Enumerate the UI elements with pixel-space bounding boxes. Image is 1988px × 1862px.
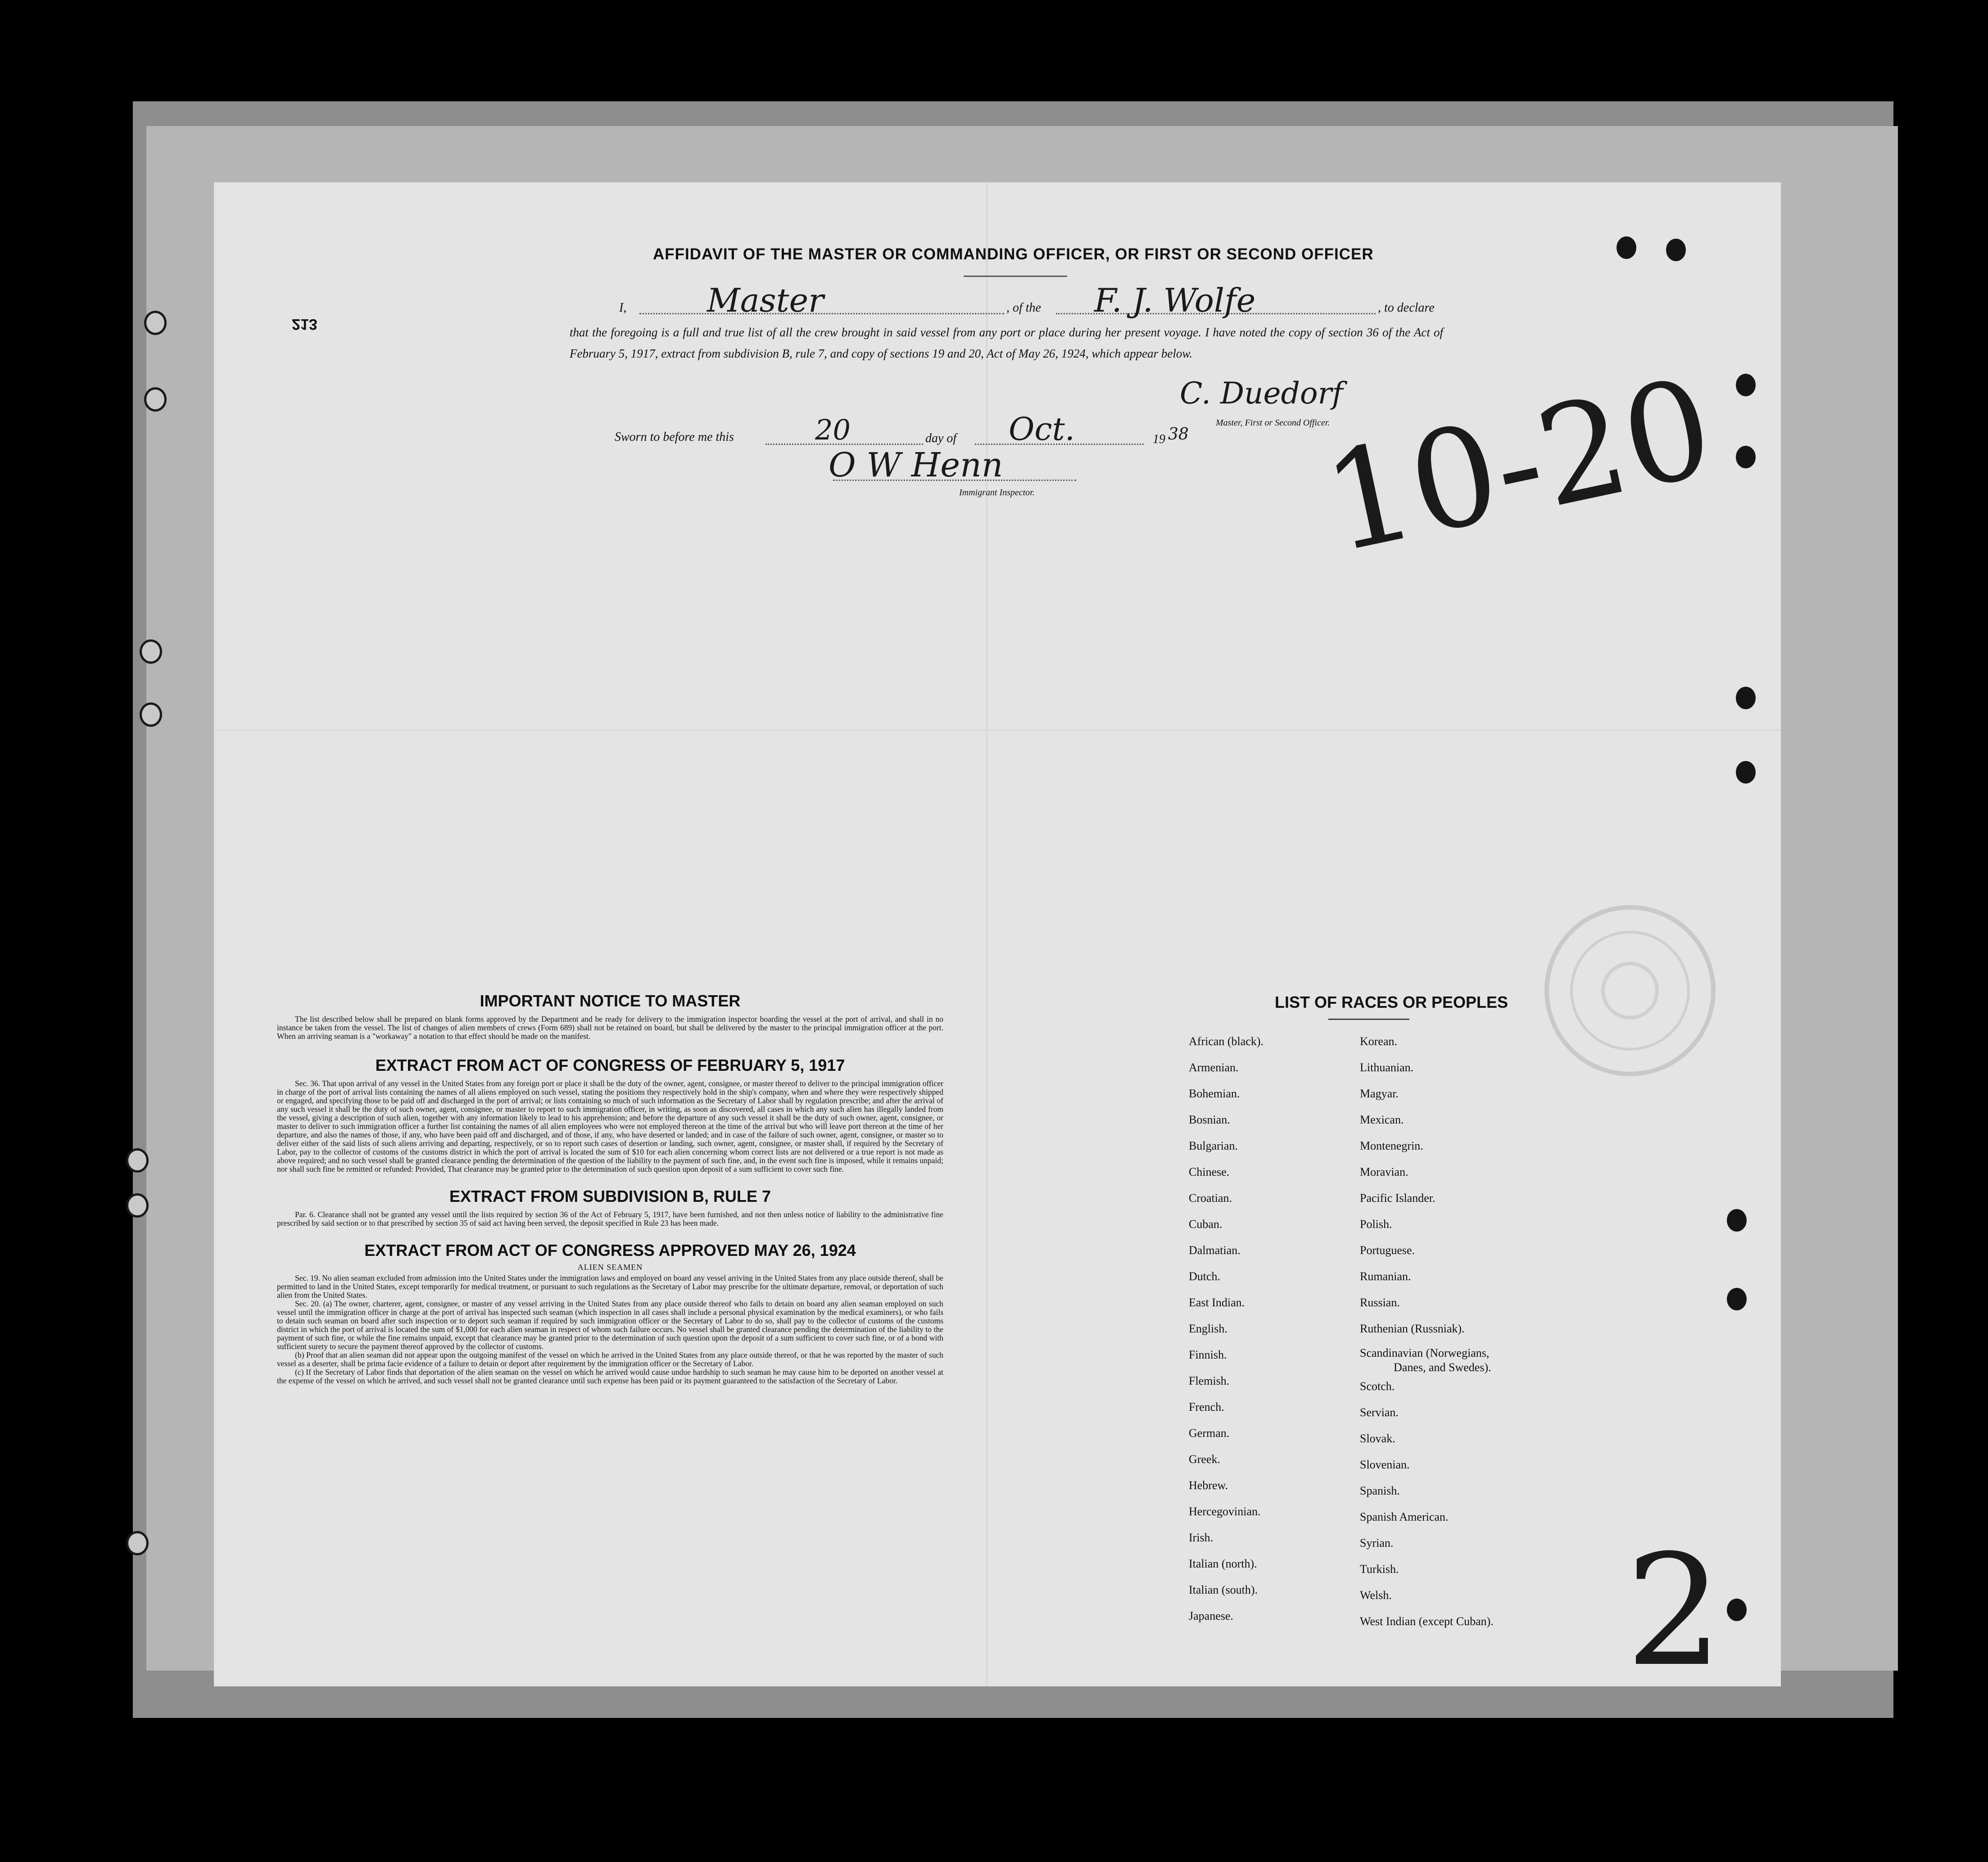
race-left: French. <box>1189 1400 1224 1413</box>
race-right: Syrian. <box>1360 1536 1394 1549</box>
race-left: Hercegovinian. <box>1189 1505 1261 1518</box>
race-left: Armenian. <box>1189 1061 1239 1074</box>
vessel-handwritten: F. J. Wolfe <box>1094 281 1256 319</box>
i-label: I, <box>619 301 627 315</box>
punch-hole <box>144 311 167 335</box>
punch-hole <box>1727 1288 1747 1310</box>
punch-hole <box>1736 446 1756 468</box>
race-right: Montenegrin. <box>1360 1139 1423 1152</box>
race-right: Spanish. <box>1360 1484 1400 1497</box>
notice-text: The list described below shall be prepared on blank forms approved by the Department and be ready for delivery to the immigration inspector boarding the vessel at the port of arrival, and shall in no instance be taken from the vessel. The list of changes of alien members of crews (Form 689) shall not be retained on board, but shall be delivered by the master to the principal immigration officer at the port. When an arriving seaman is a "workaway" a notation to that effect should be made on the manifest. <box>277 1015 943 1041</box>
race-left: Chinese. <box>1189 1165 1230 1178</box>
race-right: Welsh. <box>1360 1589 1392 1602</box>
corner-number: 213 <box>292 316 317 333</box>
inspector-signature: O W Henn <box>829 446 1003 485</box>
extract-1924-subtitle: ALIEN SEAMEN <box>577 1263 643 1272</box>
race-left: Hebrew. <box>1189 1479 1228 1492</box>
day-handwritten: 20 <box>815 413 851 446</box>
notice-column <box>277 986 943 1385</box>
race-right: Ruthenian (Russniak). <box>1360 1322 1465 1335</box>
race-left: Irish. <box>1189 1531 1214 1544</box>
punch-hole <box>144 387 167 412</box>
fold-line-vertical <box>986 182 987 1686</box>
punch-hole <box>126 1531 149 1555</box>
race-right: Scandinavian (Norwegians, <box>1360 1346 1490 1359</box>
extract-1924-paragraph: (c) If the Secretary of Labor finds that deportation of the alien seaman on the vessel on which he arrived would cause undue hardship to such seaman he may cause him to be deported on another vessel at the expense of the vessel on which he arrived, and such vessel shall not be granted clearance until such expense has been paid or its payment guaranteed to the satisfaction of the Secretary of Labor. <box>277 1368 943 1385</box>
date-mark: 10-20 <box>1312 348 1725 584</box>
race-right: Scotch. <box>1360 1380 1395 1393</box>
race-right: Korean. <box>1360 1035 1398 1048</box>
race-left: Dutch. <box>1189 1270 1221 1283</box>
race-left: Greek. <box>1189 1453 1221 1466</box>
race-left: Bosnian. <box>1189 1113 1230 1126</box>
race-left: Japanese. <box>1189 1609 1233 1622</box>
race-left: Flemish. <box>1189 1374 1230 1387</box>
punch-hole <box>1727 1209 1747 1232</box>
race-right: Moravian. <box>1360 1165 1408 1178</box>
month-handwritten: Oct. <box>1009 411 1075 448</box>
race-left: Bulgarian. <box>1189 1139 1238 1152</box>
year-handwritten: 38 <box>1168 425 1189 444</box>
punch-hole <box>1736 687 1756 709</box>
punch-hole <box>1736 761 1756 784</box>
race-left: Cuban. <box>1189 1218 1223 1231</box>
extract-1917-title: EXTRACT FROM ACT OF CONGRESS OF FEBRUARY 5, 1917 <box>375 1056 845 1074</box>
extract-rule7-text: Par. 6. Clearance shall not be granted any vessel until the lists required by section 36 of the Act of February 5, 1917, have been furnished, and not then unless notice of liability to the administrative fine prescribed by said section or to that prescribed by section 35 of said act having been served, the deposit specified in Rule 23 has been made. <box>277 1210 943 1228</box>
race-left: Dalmatian. <box>1189 1244 1241 1257</box>
race-right: Mexican. <box>1360 1113 1404 1126</box>
punch-hole <box>126 1148 149 1173</box>
race-right: Magyar. <box>1360 1087 1399 1100</box>
signature-caption: Master, First or Second Officer. <box>1216 418 1330 428</box>
year-printed: 19 <box>1153 432 1165 446</box>
punch-hole <box>126 1193 149 1218</box>
race-left: English. <box>1189 1322 1227 1335</box>
punch-hole <box>140 702 162 727</box>
seal-stamp <box>1540 901 1720 1081</box>
day-of-label: day of <box>925 431 957 445</box>
race-right: Spanish American. <box>1360 1510 1449 1523</box>
race-right: Pacific Islander. <box>1360 1191 1436 1205</box>
punch-hole <box>1617 236 1636 259</box>
sworn-label: Sworn to before me this <box>615 430 734 444</box>
extract-1917-text: Sec. 36. That upon arrival of any vessel in the United States from any foreign port or place it shall be the duty of the owner, agent, consignee, or master thereof to deliver to the principal immigration officer in charge of the port of arrival lists containing the names of all aliens employed on such vessel, stating the positions they respectively hold in the ship's company, when and where they were respectively shipped or engaged, and specifying those to be paid off and discharged in the port of arrival; or lists containing so much of such information as the Secretary of Labor shall by regulation prescribe; and after the arrival of any such vessel it shall be the duty of such owner, agent, consignee, or master to report to such immigration officer, in writing, as soon as discovered, all cases in which any such alien has illegally landed from the vessel, giving a description of such alien, together with any information likely to lead to his apprehension; and before the departure of any such vessel it shall be the duty of such owner, agent, consignee, or master to deliver to such immigration officer a further list containing the names of all alien employees who were not employed thereon at the time of the arrival but who will leave port thereon at the time of her departure, and also the names of those, if any, who have been paid off and discharged, and of those, if any, who have deserted or landed; and in case of the failure of such owner, agent, consignee, or master so to deliver either of the said lists of such aliens arriving and departing, respectively, or so to report such cases of desertion or landing, such owner, agent, consignee, or master shall, if required by the Secretary of Labor, pay to the collector of customs of the customs district in which the port of arrival is located the sum of $10 for each alien concerning whom correct lists are not delivered or a true report is not made as above required; and no such vessel shall be granted clearance pending the determination of the question of the liability to the payment of such fine, and, in the event such fine is imposed, while it remains unpaid; nor shall such fine be remitted or refunded: Provided, That clearance may be granted prior to the determination of such question upon deposit of a sum sufficient to cover such fine. <box>277 1079 943 1173</box>
master-signature: C. Duedorf <box>1180 376 1343 411</box>
of-the-label: , of the <box>1006 301 1041 315</box>
extract-1924-paragraph: Sec. 19. No alien seaman excluded from admission into the United States under the immigration laws and employed on board any vessel arriving in the United States from any place outside thereof, shall be permitted to land in the United States, except temporarily for medical treatment, or pursuant to such regulations as the Secretary of Labor may prescribe for the ultimate departure, removal, or deportation of such alien from the United States. <box>277 1273 943 1300</box>
races-title: LIST OF RACES OR PEOPLES <box>1274 993 1508 1011</box>
race-right: Polish. <box>1360 1218 1392 1231</box>
race-right: Slovak. <box>1360 1432 1395 1445</box>
race-left: Italian (south). <box>1189 1583 1258 1596</box>
race-right: Servian. <box>1360 1406 1399 1419</box>
punch-hole <box>1727 1599 1747 1621</box>
race-right: Lithuanian. <box>1360 1061 1414 1074</box>
extract-rule7-title: EXTRACT FROM SUBDIVISION B, RULE 7 <box>449 1187 771 1205</box>
extract-1924-paragraph: (b) Proof that an alien seaman did not appear upon the outgoing manifest of the vessel on which he arrived in the United States from any place outside thereof, or that he was reported by the master of such vessel as a deserter, shall be prima facie evidence of a failure to detain or deport after requirement by the immigration officer or the Secretary of Labor. <box>277 1350 943 1368</box>
to-declare-label: , to declare <box>1378 301 1435 315</box>
races-title-rule <box>1328 1019 1409 1020</box>
race-right: West Indian (except Cuban). <box>1360 1615 1494 1628</box>
race-right: Russian. <box>1360 1296 1400 1309</box>
race-left: German. <box>1189 1427 1230 1440</box>
race-right: Rumanian. <box>1360 1270 1411 1283</box>
race-right: Portuguese. <box>1360 1244 1415 1257</box>
race-right: Slovenian. <box>1360 1458 1410 1471</box>
race-left: Finnish. <box>1189 1348 1227 1361</box>
race-left: African (black). <box>1189 1035 1264 1048</box>
race-left: Croatian. <box>1189 1191 1232 1205</box>
extract-1924-title: EXTRACT FROM ACT OF CONGRESS APPROVED MAY 26, 1924 <box>364 1241 856 1259</box>
race-left: Italian (north). <box>1189 1557 1257 1570</box>
extract-1924-paragraph: Sec. 20. (a) The owner, charterer, agent, consignee, or master of any vessel arriving in the United States from any place outside thereof who fails to detain on board any alien seaman employed on such vessel until the immigration officer in charge at the port of arrival has inspected such seaman (which inspection in all cases shall include a personal physical examination by the medical examiners), or who fails to detain such seaman on board after such inspection or to deport such seaman if required by such immigration officer or the Secretary of Labor to do so, shall pay to the collector of customs of the customs district in which the port of arrival is located the sum of $1,000 for each alien seaman in respect of whom such failure occurs. No vessel shall be granted clearance pending the determination of the liability to the payment of such fine, or while the fine remains unpaid, except that clearance may be granted prior to the determination of such question upon the deposit of a sum sufficient to cover such fine, or of a bond with sufficient surety to secure the payment thereof approved by the collector of customs. <box>277 1299 943 1351</box>
punch-hole <box>1666 239 1686 261</box>
fold-line-horizontal <box>214 729 1781 731</box>
race-right-continued: Danes, and Swedes). <box>1394 1361 1491 1374</box>
affidavit-body: that the foregoing is a full and true list of all the crew brought in said vessel from any port or place during her present voyage. I have noted the copy of section 36 of the Act of February 5, 1917, extract from subdivision B, rule 7, and copy of sections 19 and 20, Act of May 26, 1924, which appear below. <box>570 326 1443 360</box>
race-right: Turkish. <box>1360 1563 1399 1576</box>
punch-hole <box>140 639 162 664</box>
page-mark: 2 <box>1626 1522 1723 1700</box>
race-left: East Indian. <box>1189 1296 1245 1309</box>
punch-hole <box>1736 374 1756 396</box>
name-handwritten: Master <box>707 281 824 319</box>
affidavit-title: AFFIDAVIT OF THE MASTER OR COMMANDING OFFICER, OR FIRST OR SECOND OFFICER <box>653 245 1374 263</box>
inspector-caption: Immigrant Inspector. <box>959 488 1035 498</box>
notice-title: IMPORTANT NOTICE TO MASTER <box>480 992 741 1010</box>
title-rule <box>964 276 1067 277</box>
race-left: Bohemian. <box>1189 1087 1240 1100</box>
